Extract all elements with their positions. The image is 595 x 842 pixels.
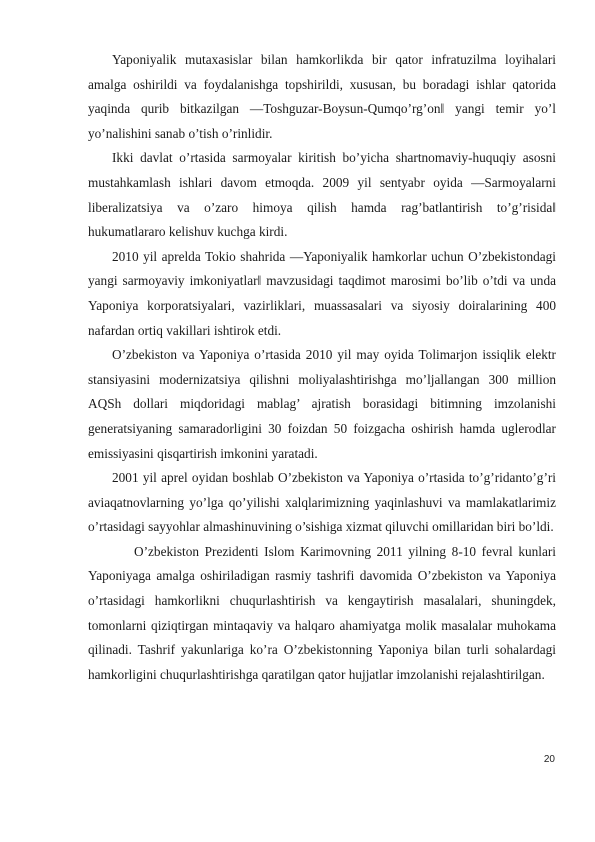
body-text — [88, 48, 556, 687]
paragraph-talimarjan-power-plant: O’zbekiston va Yaponiya o’rtasida 2010 yil may oyida Tolimarjon issiqlik elektr stansiyasini modernizatsiya qilishni moliyalashtirishga mo’ljallangan 300 million AQSh dollari miqdoridagi mablag’ ajratish borasidagi bitimning imzolanishi generatsiyaning samaradorligini 30 foizdan 50 foizgacha oshirish hamda uglerodlar emissiyasini qisqartirish imkonini yaratadi. — [88, 347, 556, 461]
paragraph-president-visit: O’zbekiston Prezidenti Islom Karimovning 2011 yilning 8-10 fevral kunlari Yaponiyaga amalga oshiriladigan rasmiy tashrifi davomida O’zbekiston va Yaponiya o’rtasidagi hamkorlikni chuqurlashtirish va kengaytirish masalalari, shuningdek, tomonlarni qiziqtirgan mintaqaviy va halqaro ahamiyatga molik masalalar muhokama qilinadi. Tashrif yakunlariga ko’ra O’zbekistonning Yaponiya bilan turli sohalardagi hamkorligini chuqurlashtirishga qaratilgan qator hujjatlar imzolanishi rejalashtirilgan. — [88, 543, 556, 682]
paragraph-direct-flights: 2001 yil aprel oyidan boshlab O’zbekiston va Yaponiya o’rtasida to’g’ridanto’g’ri aviaqatnovlarning yo’lga qo’yilishi xalqlarimizning yaqinlashuvi va mamlakatlarimiz o’rtasidagi sayyohlar almashinuvining o’sishiga xizmat qiluvchi omillaridan biri bo’ldi. — [88, 470, 556, 535]
page-number: 20 — [543, 754, 555, 765]
paragraph-investment-agreement: Ikki davlat o’rtasida sarmoyalar kiritish bo’yicha shartnomaviy-huquqiy asosni mustahkamlash ishlari davom etmoqda. 2009 yil sentyabr oyida ―Sarmoyalarni liberalizatsiya va o’zaro himoya qilish hamda rag’batlantirish to’g’risida‖ hukumatlararo kelishuv kuchga kirdi. — [88, 150, 556, 240]
paragraph-tokyo-presentation: 2010 yil aprelda Tokio shahrida ―Yaponiyalik hamkorlar uchun O’zbekistondagi yangi sarmoyaviy imkoniyatlar‖ mavzusidagi taqdimot marosimi bo’lib o’tdi va unda Yaponiya korporatsiyalari, vazirliklari, muassasalari va siyosiy doiralarining 400 nafardan ortiq vakillari ishtirok etdi. — [88, 248, 556, 338]
paragraph-infrastructure: Yaponiyalik mutaxasislar bilan hamkorlikda bir qator infratuzilma loyihalari amalga oshirildi va foydalanishga topshirildi, xususan, bu boradagi ishlar qatorida yaqinda qurib bitkazilgan ―Toshguzar-Boysun-Qumqo’rg’on‖ yangi temir yo’l yo’nalishini sanab o’tish o’rinlidir. — [88, 52, 556, 141]
